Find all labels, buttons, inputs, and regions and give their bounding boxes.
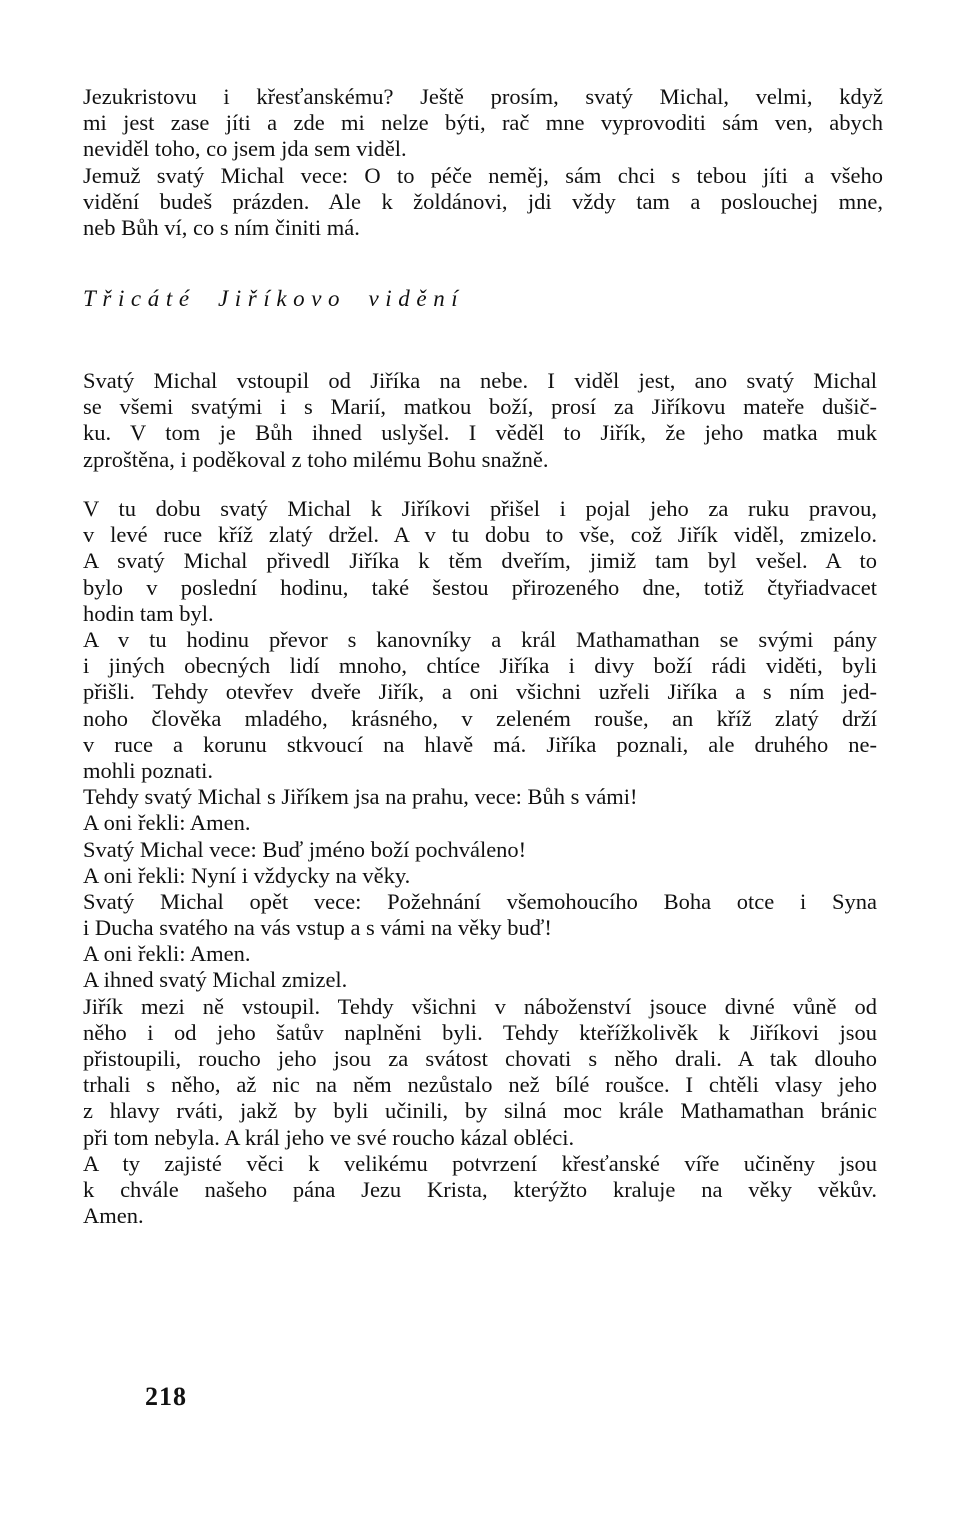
paragraph-continuation bbox=[83, 84, 883, 241]
text-line: noho člověka mladého, krásného, v zeleném rouše, an kříž zlatý drží bbox=[83, 705, 877, 731]
text-line: vidění budeš prázden. Ale k žoldánovi, jdi vždy tam a poslouchej mne, bbox=[83, 188, 883, 214]
dialogue-line: i Ducha svatého na vás vstup a s vámi na věky buď! bbox=[83, 915, 552, 941]
dialogue-line: Svatý Michal vece: Buď jméno boží pochváleno! bbox=[83, 836, 527, 862]
text-line: mohli poznati. bbox=[83, 757, 213, 783]
text-line: neb Bůh ví, co s ním činiti má. bbox=[83, 214, 360, 240]
text-line: se všemi svatými i s Marií, matkou boží, prosí za Jiříkovu mateře dušič- bbox=[83, 394, 877, 420]
text-line: i jiných obecných lidí mnoho, chtíce Jiříka i divy boží rádi viděti, byli bbox=[83, 653, 877, 679]
paragraph bbox=[83, 496, 877, 627]
dialogue-line: A oni řekli: Nyní i vždycky na věky. bbox=[83, 862, 411, 888]
text-line: hodin tam byl. bbox=[83, 600, 214, 626]
text-line: něho i od jeho šatův naplněni byli. Tehdy kteřížkolivěk k Jiříkovi jsou bbox=[83, 1019, 877, 1045]
text-line: neviděl toho, co jsem jda sem viděl. bbox=[83, 136, 407, 162]
text-line: přistoupili, roucho jeho jsou za svátost chovati s něho drali. A tak dlouho bbox=[83, 1046, 877, 1071]
text-line: A svatý Michal přivedl Jiříka k těm dveřím, jimiž tam byl vešel. A to bbox=[83, 548, 877, 574]
text-line: A ihned svatý Michal zmizel. bbox=[83, 967, 348, 993]
text-line: v levé ruce kříž zlatý držel. A v tu dobu to vše, což Jiřík viděl, zmizelo. bbox=[83, 522, 877, 548]
text-line: Jiřík mezi ně vstoupil. Tehdy všichni v náboženství jsouce divné vůně od bbox=[83, 993, 877, 1019]
text-line: v ruce a korunu stkvoucí na hlavě má. Jiříka poznali, ale druhého ne- bbox=[83, 731, 877, 757]
text-line: k chvále našeho pána Jezu Krista, kterýžto kraluje na věky věkův. bbox=[83, 1176, 877, 1202]
text-line: Amen. bbox=[83, 1203, 144, 1229]
text-line: Jemuž svatý Michal vece: O to péče neměj, sám chci s tebou jíti a všeho bbox=[83, 162, 883, 188]
text-line: z hlavy rváti, jakž by byli učinili, by silná moc krále Mathamathan bránic bbox=[83, 1098, 877, 1124]
text-line: A ty zajisté věci k velikému potvrzení křesťanské víře učiněny jsou bbox=[83, 1150, 877, 1176]
text-line: zproštěna, i poděkoval z toho milému Bohu snažně. bbox=[83, 446, 549, 472]
text-line: Svatý Michal vstoupil od Jiříka na nebe. I viděl jest, ano svatý Michal bbox=[83, 368, 877, 393]
paragraph bbox=[83, 627, 877, 1229]
text-line: při tom nebyla. A král jeho ve své roucho kázal obléci. bbox=[83, 1124, 575, 1150]
dialogue-line: A oni řekli: Amen. bbox=[83, 941, 251, 967]
dialogue-line: A oni řekli: Amen. bbox=[83, 810, 251, 836]
text-line: trhali s něho, až nic na něm nezůstalo než bílé roušce. I chtěli vlasy jeho bbox=[83, 1072, 877, 1098]
chapter-heading: Třicáté Jiříkovo vidění bbox=[83, 286, 465, 311]
text-line: A v tu hodinu převor s kanovníky a král Mathamathan se svými pány bbox=[83, 627, 877, 652]
text-line: mi jest zase jíti a zde mi nelze býti, rač mne vyprovoditi sám ven, abych bbox=[83, 110, 883, 136]
text-line: přišli. Tehdy otevřev dveře Jiřík, a oni všichni uzřeli Jiříka a s ním jed- bbox=[83, 679, 877, 705]
text-line: Jezukristovu i křesťanskému? Ještě prosím, svatý Michal, velmi, když bbox=[83, 84, 883, 109]
text-line: V tu dobu svatý Michal k Jiříkovi přišel i pojal jeho za ruku pravou, bbox=[83, 496, 877, 521]
text-line: ku. V tom je Bůh ihned uslyšel. I věděl to Jiřík, že jeho matka muk bbox=[83, 420, 877, 446]
paragraph bbox=[83, 368, 877, 473]
text-line: bylo v poslední hodinu, také šestou přirozeného dne, totiž čtyřiadvacet bbox=[83, 574, 877, 600]
page-number: 218 bbox=[145, 1382, 187, 1411]
dialogue-line: Tehdy svatý Michal s Jiříkem jsa na prahu, vece: Bůh s vámi! bbox=[83, 784, 638, 810]
dialogue-line: Svatý Michal opět vece: Požehnání všemohoucího Boha otce i Syna bbox=[83, 888, 877, 914]
